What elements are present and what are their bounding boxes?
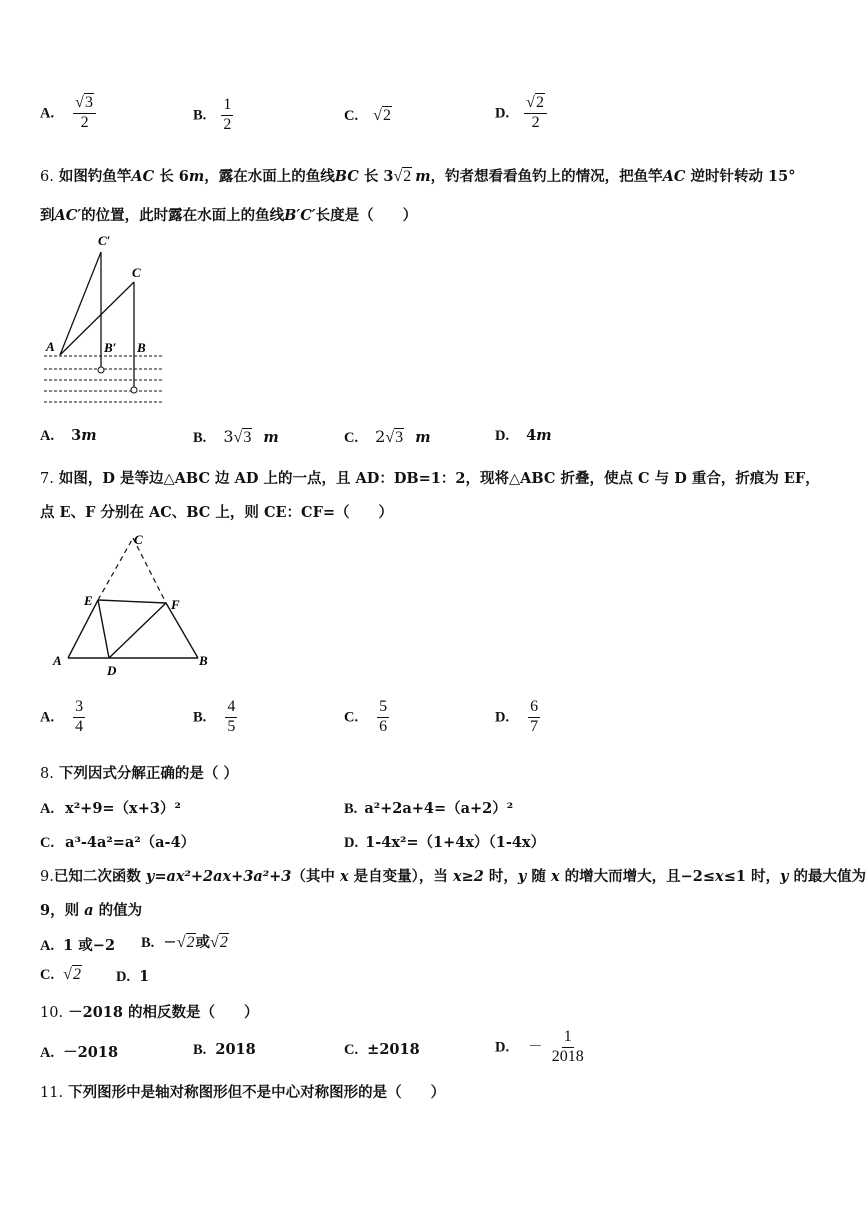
- rod-ac: [60, 282, 134, 355]
- q6-option-a: A. 3m: [40, 427, 97, 444]
- q7-option-b: B. $\frac{4}{5}$: [193, 698, 236, 735]
- q8-option-d: D. 1-4x²=（1+4x）（1-4x）: [344, 834, 546, 851]
- label-c: C: [134, 532, 143, 547]
- option-letter: C.: [344, 108, 359, 124]
- q7-option-a: A. $\frac{3}{4}$: [40, 698, 84, 735]
- label-c-prime: C′: [98, 233, 111, 248]
- q10-option-d: D. － $\frac{1}{2018}$: [495, 1028, 584, 1065]
- option-letter: B.: [193, 107, 207, 124]
- label-f: F: [171, 597, 180, 612]
- q8-option-a: A. x²+9=（x+3）²: [40, 800, 181, 817]
- hook-circle: [131, 387, 137, 393]
- option-letter: D.: [495, 105, 510, 122]
- q7-option-d: D. $\frac{6}{7}$: [495, 698, 539, 735]
- q6-option-b: B. 3√3 m: [193, 427, 279, 446]
- q5-option-a: [40, 95, 96, 132]
- radical: √2: [210, 934, 228, 951]
- fraction: $\frac{5}{6}$: [379, 698, 388, 735]
- label-b-prime: B′: [104, 340, 117, 355]
- radical: √2: [63, 966, 81, 983]
- radical: √2: [373, 107, 391, 124]
- fraction: $\frac{√2}{2}$: [524, 95, 547, 132]
- q5-option-d: [495, 95, 547, 132]
- segment-fd: [109, 603, 166, 658]
- radical: √2: [393, 168, 412, 185]
- label-a: A: [53, 653, 62, 668]
- label-c: C: [132, 265, 141, 280]
- label-b: B: [199, 653, 208, 668]
- q5-option-b: [193, 97, 233, 134]
- q6-option-d: D. 4m: [495, 427, 552, 444]
- q9-option-c: C. √2: [40, 966, 81, 983]
- q8-stem: 8. 下列因式分解正确的是（ ）: [40, 765, 238, 782]
- q10-option-b: B. 2018: [193, 1041, 256, 1058]
- q5-option-c: [344, 107, 392, 125]
- q6-option-c: C. 2√3 m: [344, 427, 431, 446]
- segment-ed: [98, 600, 109, 658]
- q8-option-c: C. a³-4a²=a²（a-4）: [40, 834, 196, 851]
- q6-stem-line2: 到AC′的位置，此时露在水面上的鱼线B′C′长度是（ ）: [40, 207, 418, 224]
- q11-stem: 11. 下列图形中是轴对称图形但不是中心对称图形的是（ ）: [40, 1084, 446, 1101]
- q9-stem-line2: 9，则 a 的值为: [40, 902, 143, 919]
- fraction: $\frac{6}{7}$: [530, 698, 539, 735]
- q9-option-d: D. 1: [116, 968, 150, 985]
- q8-option-b: B. a²+2a+4=（a+2）²: [344, 800, 514, 817]
- q9-option-a: A. 1 或−2: [40, 937, 116, 954]
- q10-option-a: A. －2018: [40, 1044, 119, 1061]
- side-ae: [68, 600, 98, 658]
- folded-ec: [98, 538, 133, 600]
- q7-option-c: C. $\frac{5}{6}$: [344, 698, 388, 735]
- q7-triangle-figure: [48, 530, 218, 680]
- label-e: E: [84, 593, 93, 608]
- label-a: A: [46, 339, 55, 354]
- fraction: $\frac{4}{5}$: [227, 698, 236, 735]
- fraction: $\frac{1}{2018}$: [551, 1028, 584, 1065]
- q7-stem-line1: 7. 如图，D 是等边△ABC 边 AD 上的一点，且 AD：DB=1：2，现将△ABC 折叠，使点 C 与 D 重合，折痕为 EF，: [40, 470, 820, 487]
- q10-stem: 10. －2018 的相反数是（ ）: [40, 1004, 259, 1021]
- label-d: D: [107, 663, 117, 678]
- fraction: $\frac{1}{2}$: [223, 96, 232, 133]
- q6-stem-line1: 6. 如图钓鱼竿AC 长 6m，露在水面上的鱼线BC 长 3√2 m，钓者想看看鱼钓上的情况，把鱼竿AC 逆时针转动 15°: [40, 168, 796, 185]
- radical: √2: [176, 934, 195, 951]
- q7-stem-line2: 点 E、F 分别在 AC、BC 上，则 CE：CF=（ ）: [40, 504, 394, 521]
- q6-fishing-rod-figure: [36, 232, 176, 412]
- folded-cf: [133, 538, 166, 603]
- hook-circle: [98, 367, 104, 373]
- q9-stem-line1: 9.已知二次函数 y=ax²+2ax+3a²+3（其中 x 是自变量），当 x≥2 时，y 随 x 的增大而增大，且−2≤x≤1 时，y 的最大值为: [40, 868, 866, 885]
- option-letter: A.: [40, 105, 55, 122]
- rod-ac-prime: [60, 252, 101, 355]
- radical: √3: [385, 429, 404, 446]
- radical: √3: [233, 429, 252, 446]
- crease-ef: [98, 600, 166, 603]
- radical: √3: [75, 94, 93, 111]
- fraction: $\frac{√3}{2}$: [73, 95, 96, 132]
- fraction: $\frac{3}{4}$: [75, 698, 84, 735]
- label-b: B: [137, 340, 146, 355]
- q10-option-c: C. ±2018: [344, 1041, 420, 1058]
- q9-option-b: B. −√2或√2: [141, 932, 228, 951]
